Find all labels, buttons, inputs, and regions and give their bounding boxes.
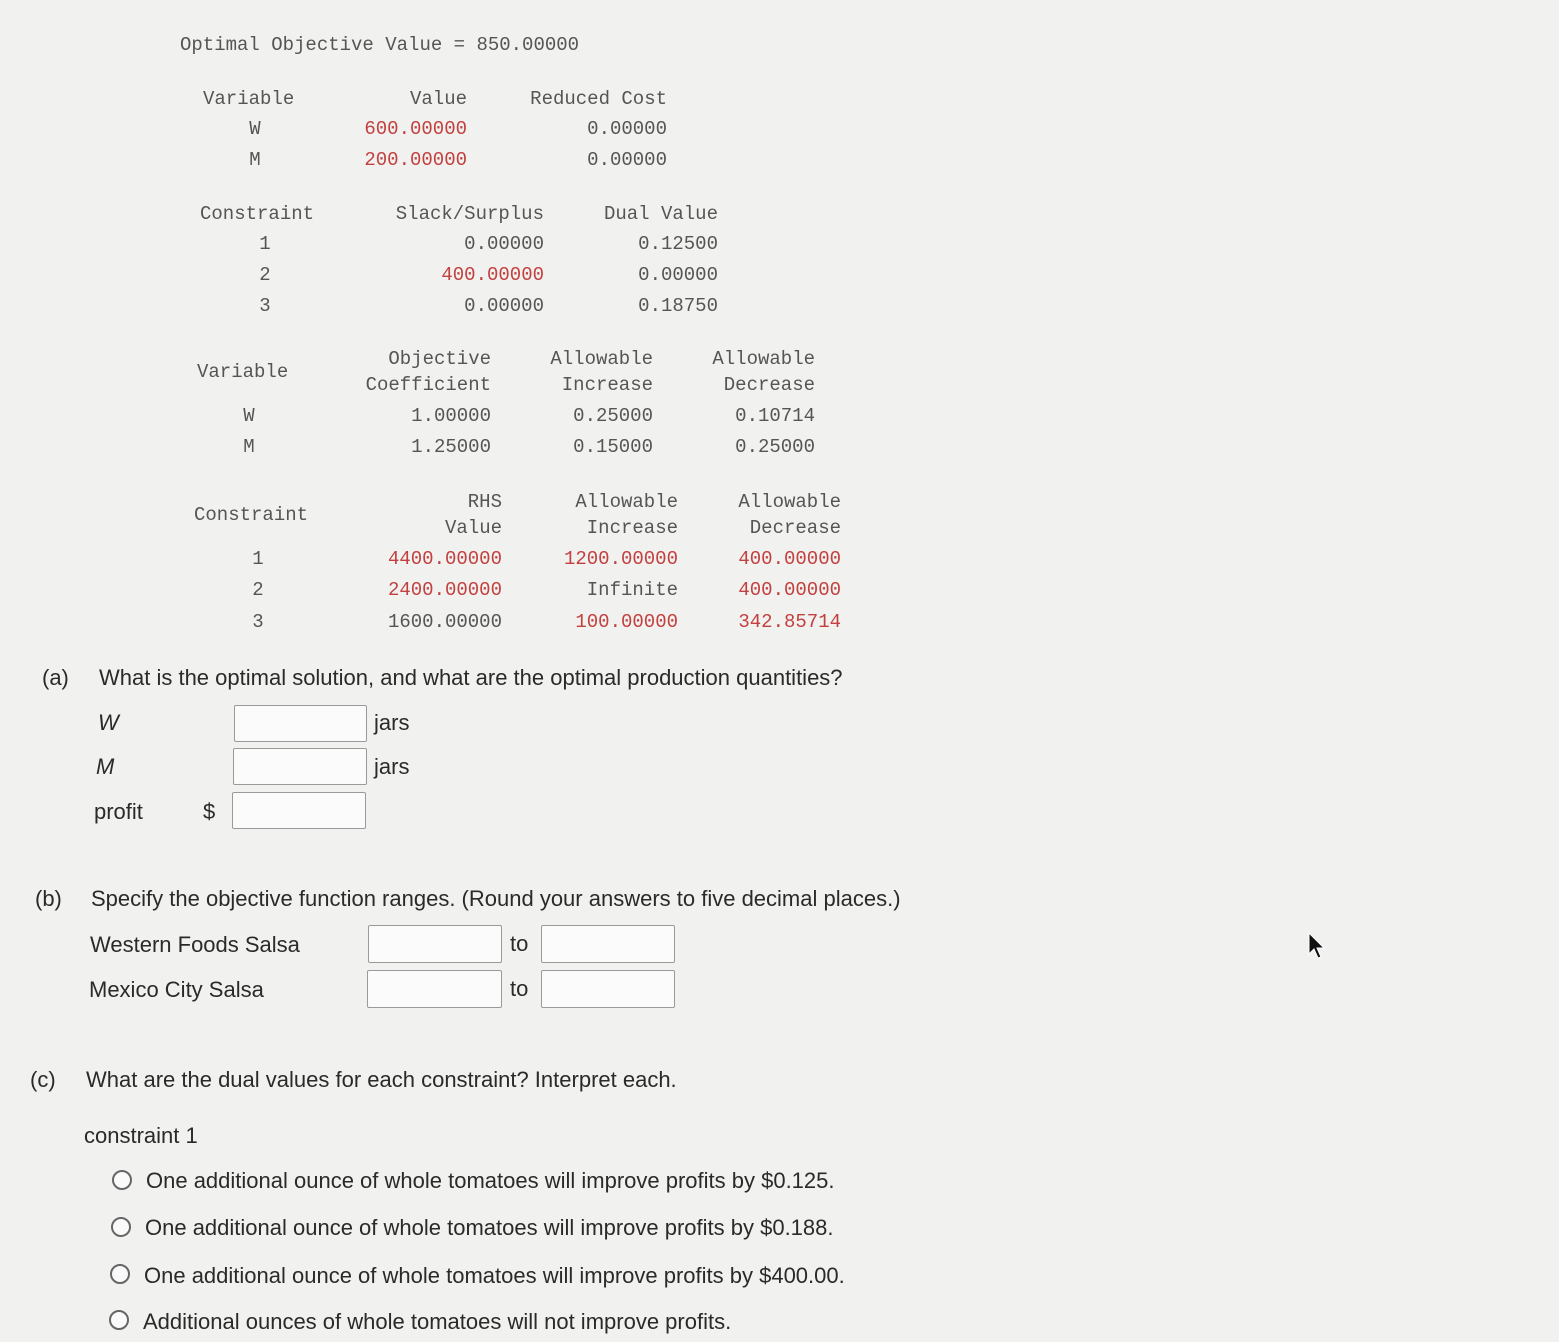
- table-cell-value: 600.00000: [364, 118, 467, 140]
- table-cell-reduced: 0.00000: [587, 149, 667, 171]
- header-objective: Objective: [388, 348, 491, 370]
- table-cell-constraint: 2: [252, 579, 264, 601]
- m-unit: jars: [374, 754, 410, 779]
- table-cell-constraint: 2: [259, 264, 271, 286]
- w-input[interactable]: [234, 705, 367, 742]
- header-constraint: Constraint: [200, 203, 315, 225]
- table-cell-dec: 400.00000: [738, 579, 841, 601]
- table-cell-dual: 0.18750: [638, 295, 718, 317]
- header-constraint: Constraint: [194, 504, 309, 526]
- header-value: Value: [409, 88, 467, 110]
- header-reduced-cost: Reduced Cost: [530, 88, 667, 110]
- table-cell-coef: 1.25000: [411, 436, 491, 458]
- table-cell-inc: 0.15000: [573, 436, 653, 458]
- table-cell-inc: 1200.00000: [563, 548, 678, 570]
- mouse-cursor-icon: [1308, 932, 1328, 962]
- table-cell-dec: 0.10714: [735, 405, 815, 427]
- radio-button[interactable]: [112, 1170, 132, 1190]
- dollar-sign: $: [203, 799, 216, 824]
- table-cell-constraint: 1: [252, 548, 264, 570]
- table-cell-var: M: [249, 149, 261, 171]
- table-cell-dual: 0.12500: [638, 233, 718, 255]
- constraint-1-label: constraint 1: [84, 1123, 198, 1148]
- table-cell-inc: 0.25000: [573, 405, 653, 427]
- header-dual-value: Dual Value: [603, 203, 718, 225]
- table-cell-dec: 400.00000: [738, 548, 841, 570]
- header-allowable-inc: Allowable: [550, 348, 653, 370]
- western-foods-upper-input[interactable]: [541, 925, 675, 963]
- to-label: to: [510, 931, 529, 956]
- table-cell-coef: 1.00000: [411, 405, 491, 427]
- table-cell-var: M: [243, 436, 255, 458]
- header-increase: Increase: [586, 517, 678, 539]
- m-label: M: [96, 754, 115, 779]
- radio-option-label[interactable]: One additional ounce of whole tomatoes will improve profits by $0.188.: [145, 1215, 834, 1240]
- w-unit: jars: [374, 710, 410, 735]
- table-cell-slack: 400.00000: [441, 264, 544, 286]
- table-cell-dec: 342.85714: [738, 611, 841, 633]
- objective-value-line: Optimal Objective Value = 850.00000: [180, 34, 580, 56]
- header-variable: Variable: [203, 88, 295, 110]
- header-allowable-inc: Allowable: [575, 491, 678, 513]
- header-slack-surplus: Slack/Surplus: [395, 203, 544, 225]
- mexico-city-upper-input[interactable]: [541, 970, 675, 1008]
- table-cell-var: W: [249, 118, 261, 140]
- header-rhs: RHS: [467, 491, 502, 513]
- part-a-question: What is the optimal solution, and what are the optimal production quantities?: [99, 665, 843, 690]
- western-foods-lower-input[interactable]: [368, 925, 502, 963]
- western-foods-label: Western Foods Salsa: [90, 932, 300, 957]
- profit-input[interactable]: [232, 792, 366, 829]
- mexico-city-lower-input[interactable]: [367, 970, 502, 1008]
- m-input[interactable]: [233, 748, 367, 785]
- part-b-label: (b): [35, 886, 62, 911]
- table-cell-rhs: 2400.00000: [387, 579, 502, 601]
- to-label: to: [510, 976, 529, 1001]
- radio-option-label[interactable]: Additional ounces of whole tomatoes will not improve profits.: [143, 1309, 732, 1334]
- radio-option-label[interactable]: One additional ounce of whole tomatoes will improve profits by $0.125.: [146, 1168, 835, 1193]
- header-increase: Increase: [561, 374, 653, 396]
- table-cell-rhs: 1600.00000: [387, 611, 502, 633]
- radio-button[interactable]: [111, 1217, 131, 1237]
- table-cell-dual: 0.00000: [638, 264, 718, 286]
- radio-button[interactable]: [110, 1264, 130, 1284]
- part-c-question: What are the dual values for each constraint? Interpret each.: [86, 1067, 677, 1092]
- table-cell-var: W: [243, 405, 255, 427]
- header-allowable-dec: Allowable: [712, 348, 815, 370]
- profit-label: profit: [94, 799, 143, 824]
- table-cell-constraint: 3: [259, 295, 271, 317]
- mexico-city-label: Mexico City Salsa: [89, 977, 264, 1002]
- table-cell-reduced: 0.00000: [587, 118, 667, 140]
- w-label: W: [98, 710, 119, 735]
- header-value: Value: [444, 517, 502, 539]
- radio-option-label[interactable]: One additional ounce of whole tomatoes will improve profits by $400.00.: [144, 1263, 845, 1288]
- table-cell-constraint: 3: [252, 611, 264, 633]
- part-c-label: (c): [30, 1067, 56, 1092]
- table-cell-slack: 0.00000: [464, 295, 544, 317]
- header-decrease: Decrease: [749, 517, 841, 539]
- part-b-question: Specify the objective function ranges. (Round your answers to five decimal places.): [91, 886, 901, 911]
- table-cell-inc: 100.00000: [575, 611, 678, 633]
- table-cell-value: 200.00000: [364, 149, 467, 171]
- table-cell-inc: Infinite: [586, 579, 678, 601]
- radio-button[interactable]: [109, 1310, 129, 1330]
- part-a-label: (a): [42, 665, 69, 690]
- header-allowable-dec: Allowable: [738, 491, 841, 513]
- table-cell-slack: 0.00000: [464, 233, 544, 255]
- header-decrease: Decrease: [723, 374, 815, 396]
- table-cell-constraint: 1: [259, 233, 271, 255]
- header-variable: Variable: [197, 361, 289, 383]
- table-cell-dec: 0.25000: [735, 436, 815, 458]
- header-coefficient: Coefficient: [365, 374, 491, 396]
- table-cell-rhs: 4400.00000: [387, 548, 502, 570]
